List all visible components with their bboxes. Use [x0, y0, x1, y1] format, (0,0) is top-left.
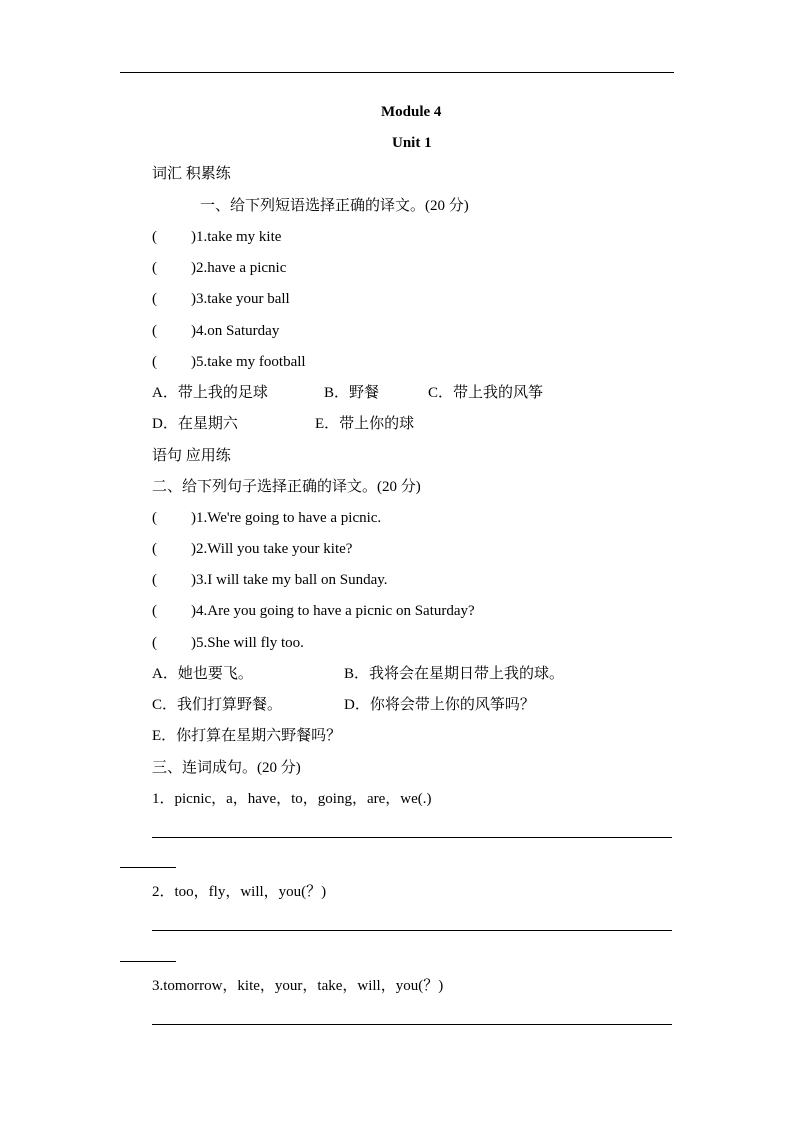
answer-bracket-open: (	[152, 354, 157, 370]
sentence-option-a: A．她也要飞。	[152, 666, 253, 682]
answer-bracket-close: )	[191, 354, 196, 370]
question-text: 2.Will you take your kite?	[196, 541, 353, 557]
answer-bracket-close: )	[191, 291, 196, 307]
answer-bracket-open: (	[152, 603, 157, 619]
question-text: 3.take your ball	[196, 291, 290, 307]
answer-bracket-close: )	[191, 260, 196, 276]
question-text: 3.I will take my ball on Sunday.	[196, 572, 388, 588]
question-text: 4.Are you going to have a picnic on Saturday?	[196, 603, 475, 619]
question-text: 1.We're going to have a picnic.	[196, 510, 382, 526]
sentence-option-c: C．我们打算野餐。	[152, 697, 283, 713]
question-text: 5.She will fly too.	[196, 635, 304, 651]
question-text: 2.have a picnic	[196, 260, 287, 276]
top-rule	[120, 72, 674, 73]
vocab-option-d: D．在星期六	[152, 416, 238, 432]
answer-bracket-open: (	[152, 291, 157, 307]
vocab-section-label: 词汇 积累练	[152, 166, 231, 182]
vocab-section-heading: 一、给下列短语选择正确的译文。(20 分)	[200, 198, 469, 214]
answer-bracket-close: )	[191, 323, 196, 339]
sentence-option-b: B．我将会在星期日带上我的球。	[344, 666, 565, 682]
question-text: 5.take my football	[196, 354, 306, 370]
vocab-option-c: C．带上我的风筝	[428, 385, 544, 401]
sentence-question-4	[152, 602, 475, 620]
vocab-question-4	[152, 322, 279, 340]
answer-bracket-open: (	[152, 635, 157, 651]
vocab-question-1	[152, 228, 281, 246]
ordering-section-heading: 三、连词成句。(20 分)	[152, 760, 301, 776]
module-title: Module 4	[381, 104, 442, 120]
answer-line-1-tail	[120, 867, 176, 868]
sentence-question-2	[152, 540, 352, 558]
vocab-option-b: B．野餐	[324, 385, 380, 401]
ordering-question-2: 2．too，fly，will，you(？)	[152, 884, 327, 900]
answer-bracket-close: )	[191, 229, 196, 245]
unit-title: Unit 1	[392, 135, 432, 151]
answer-bracket-open: (	[152, 541, 157, 557]
vocab-question-3	[152, 290, 290, 308]
answer-line-2-tail	[120, 961, 176, 962]
question-text: 4.on Saturday	[196, 323, 280, 339]
sentence-option-e: E．你打算在星期六野餐吗？	[152, 728, 342, 744]
answer-bracket-open: (	[152, 229, 157, 245]
vocab-question-5	[152, 353, 306, 371]
answer-bracket-open: (	[152, 572, 157, 588]
answer-line-1[interactable]	[152, 837, 672, 838]
sentence-section-heading: 二、给下列句子选择正确的译文。(20 分)	[152, 479, 421, 495]
answer-bracket-close: )	[191, 510, 196, 526]
sentence-question-1	[152, 509, 381, 527]
sentence-section-label: 语句 应用练	[152, 448, 231, 464]
answer-bracket-close: )	[191, 541, 196, 557]
ordering-question-3: 3.tomorrow，kite，your，take，will，you(？)	[152, 978, 444, 994]
answer-bracket-open: (	[152, 510, 157, 526]
answer-bracket-close: )	[191, 603, 196, 619]
ordering-question-1: 1．picnic，a，have，to，going，are，we(.)	[152, 791, 432, 807]
answer-bracket-close: )	[191, 635, 196, 651]
answer-line-3[interactable]	[152, 1024, 672, 1025]
vocab-option-a: A．带上我的足球	[152, 385, 268, 401]
sentence-question-5	[152, 634, 304, 652]
vocab-option-e: E．带上你的球	[315, 416, 415, 432]
answer-bracket-open: (	[152, 323, 157, 339]
sentence-question-3	[152, 571, 388, 589]
answer-bracket-open: (	[152, 260, 157, 276]
question-text: 1.take my kite	[196, 229, 282, 245]
vocab-question-2	[152, 259, 286, 277]
answer-line-2[interactable]	[152, 930, 672, 931]
sentence-option-d: D．你将会带上你的风筝吗？	[344, 697, 535, 713]
answer-bracket-close: )	[191, 572, 196, 588]
